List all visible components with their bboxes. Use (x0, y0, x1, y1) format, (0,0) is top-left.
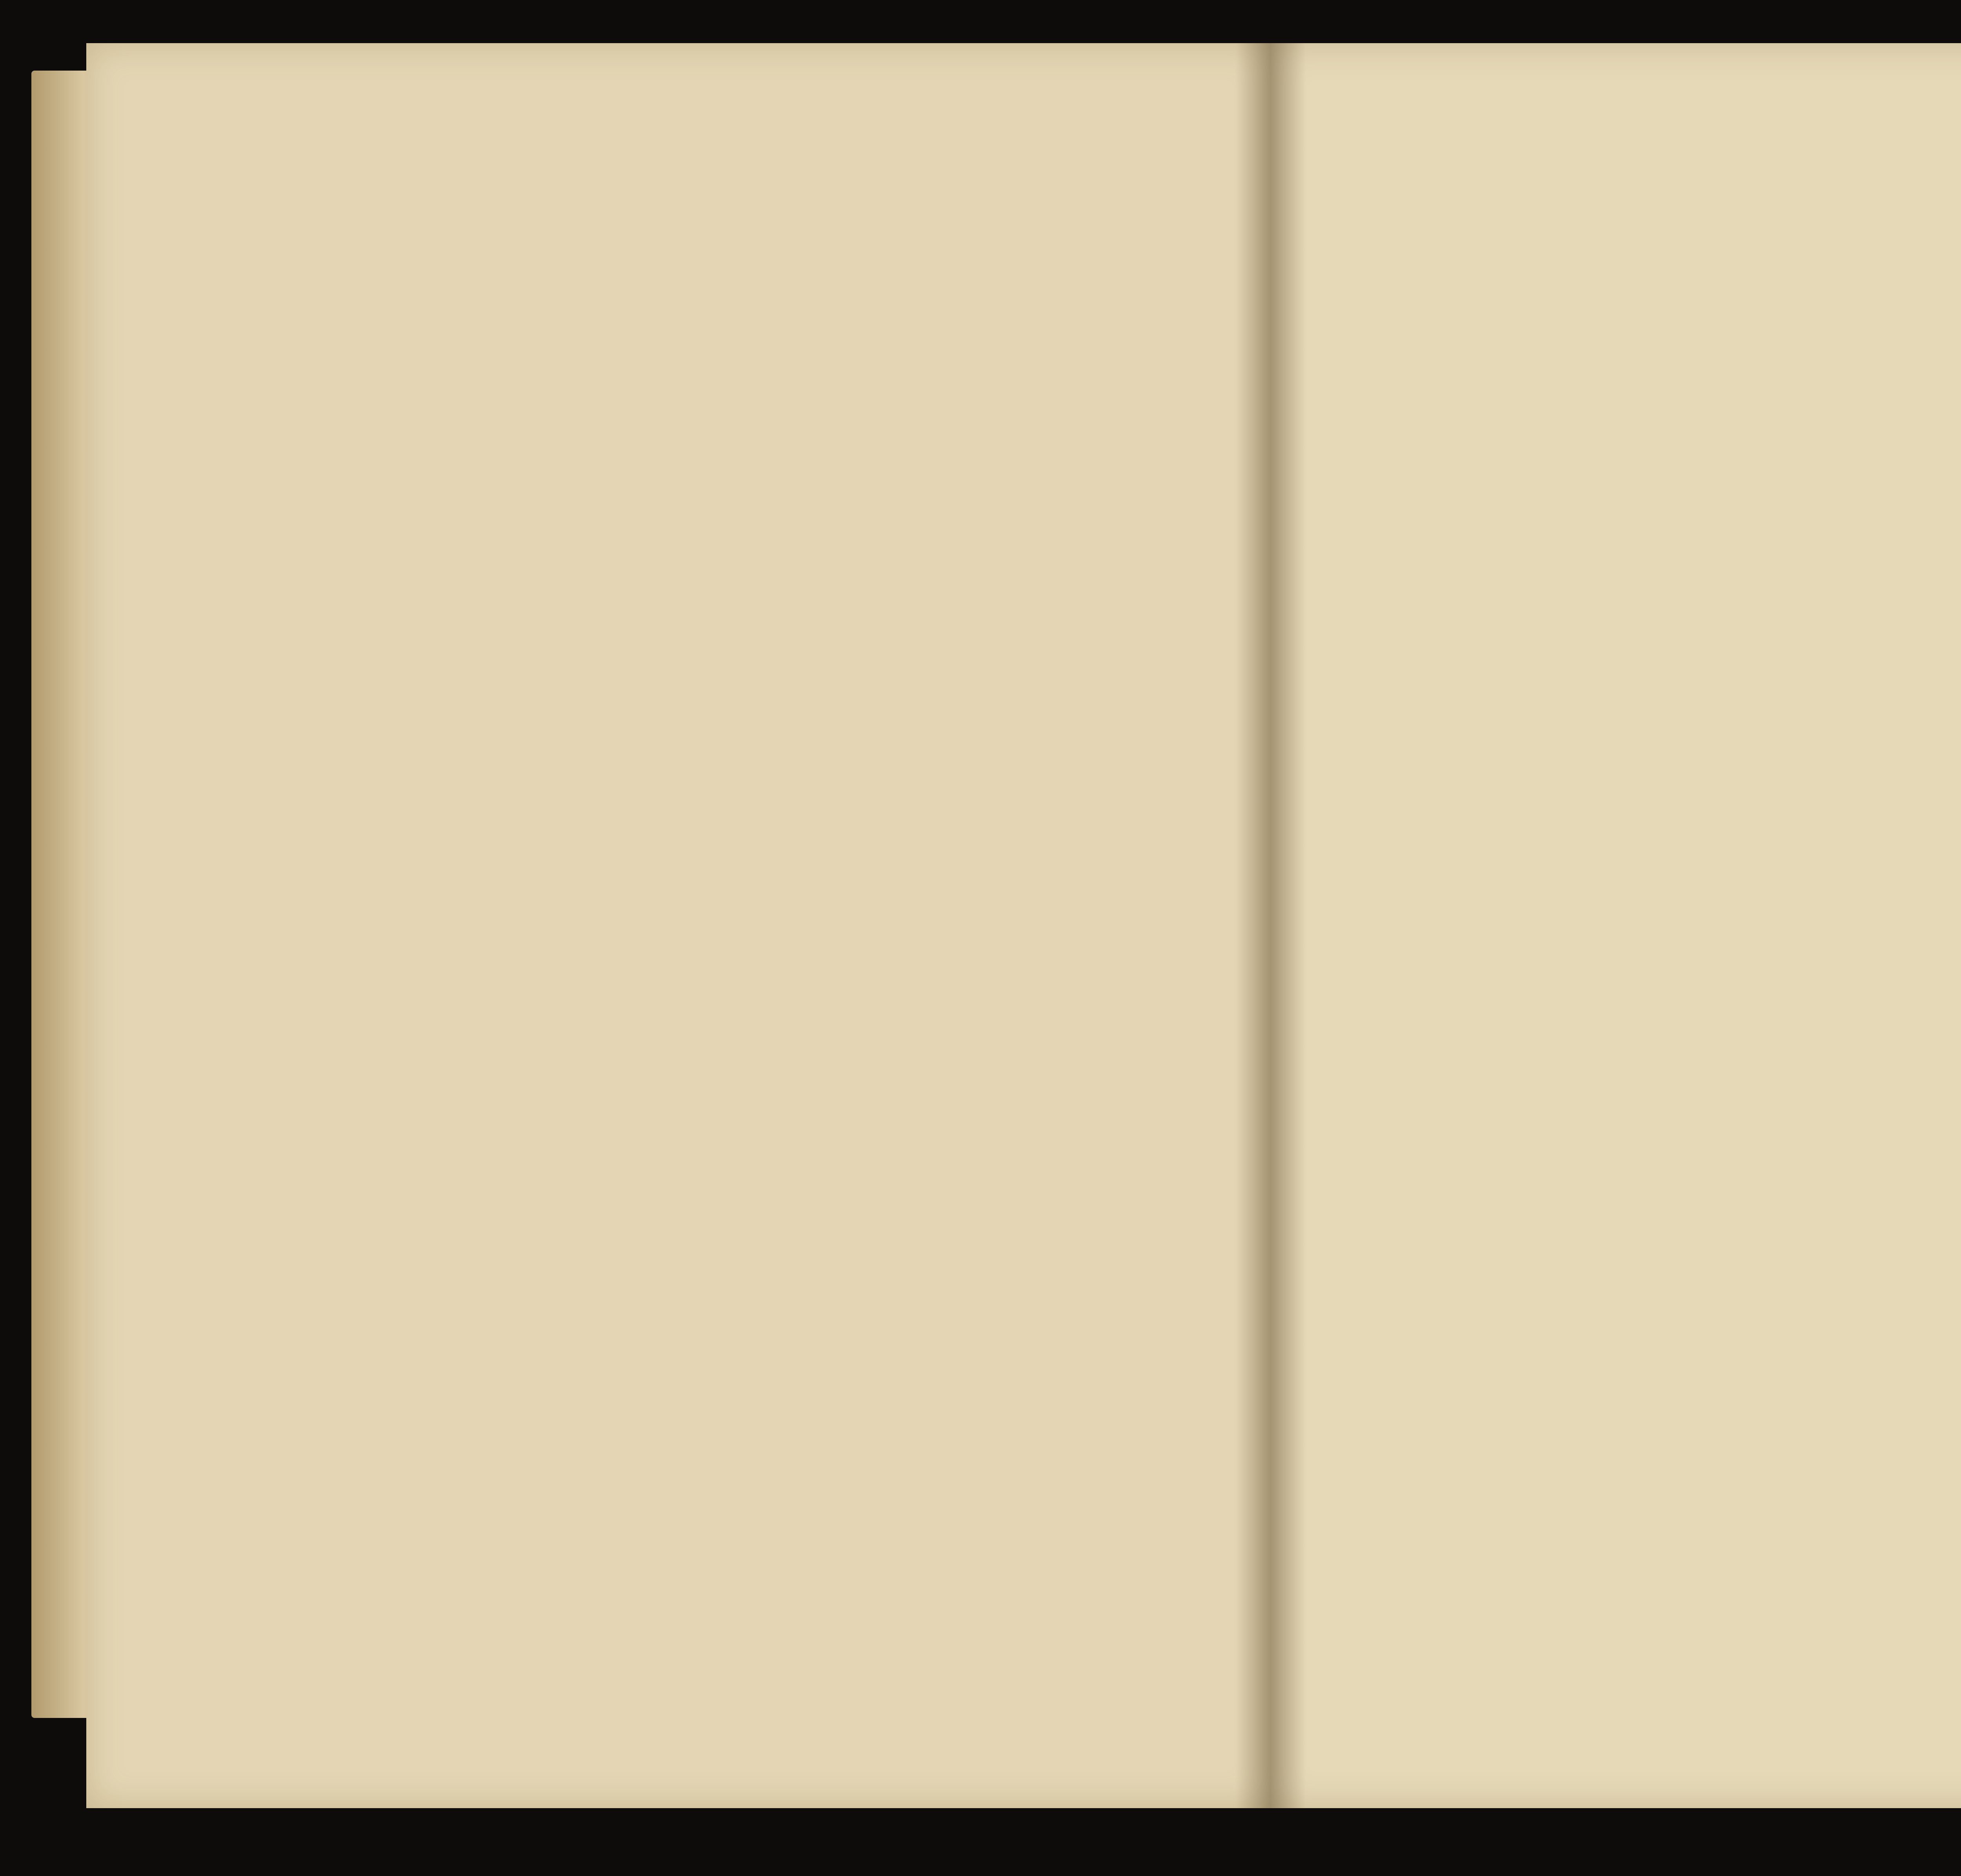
book-gutter (1235, 43, 1306, 1808)
left-page (86, 43, 1272, 1808)
right-page (1271, 43, 1961, 1808)
open-register-book (47, 43, 1961, 1840)
